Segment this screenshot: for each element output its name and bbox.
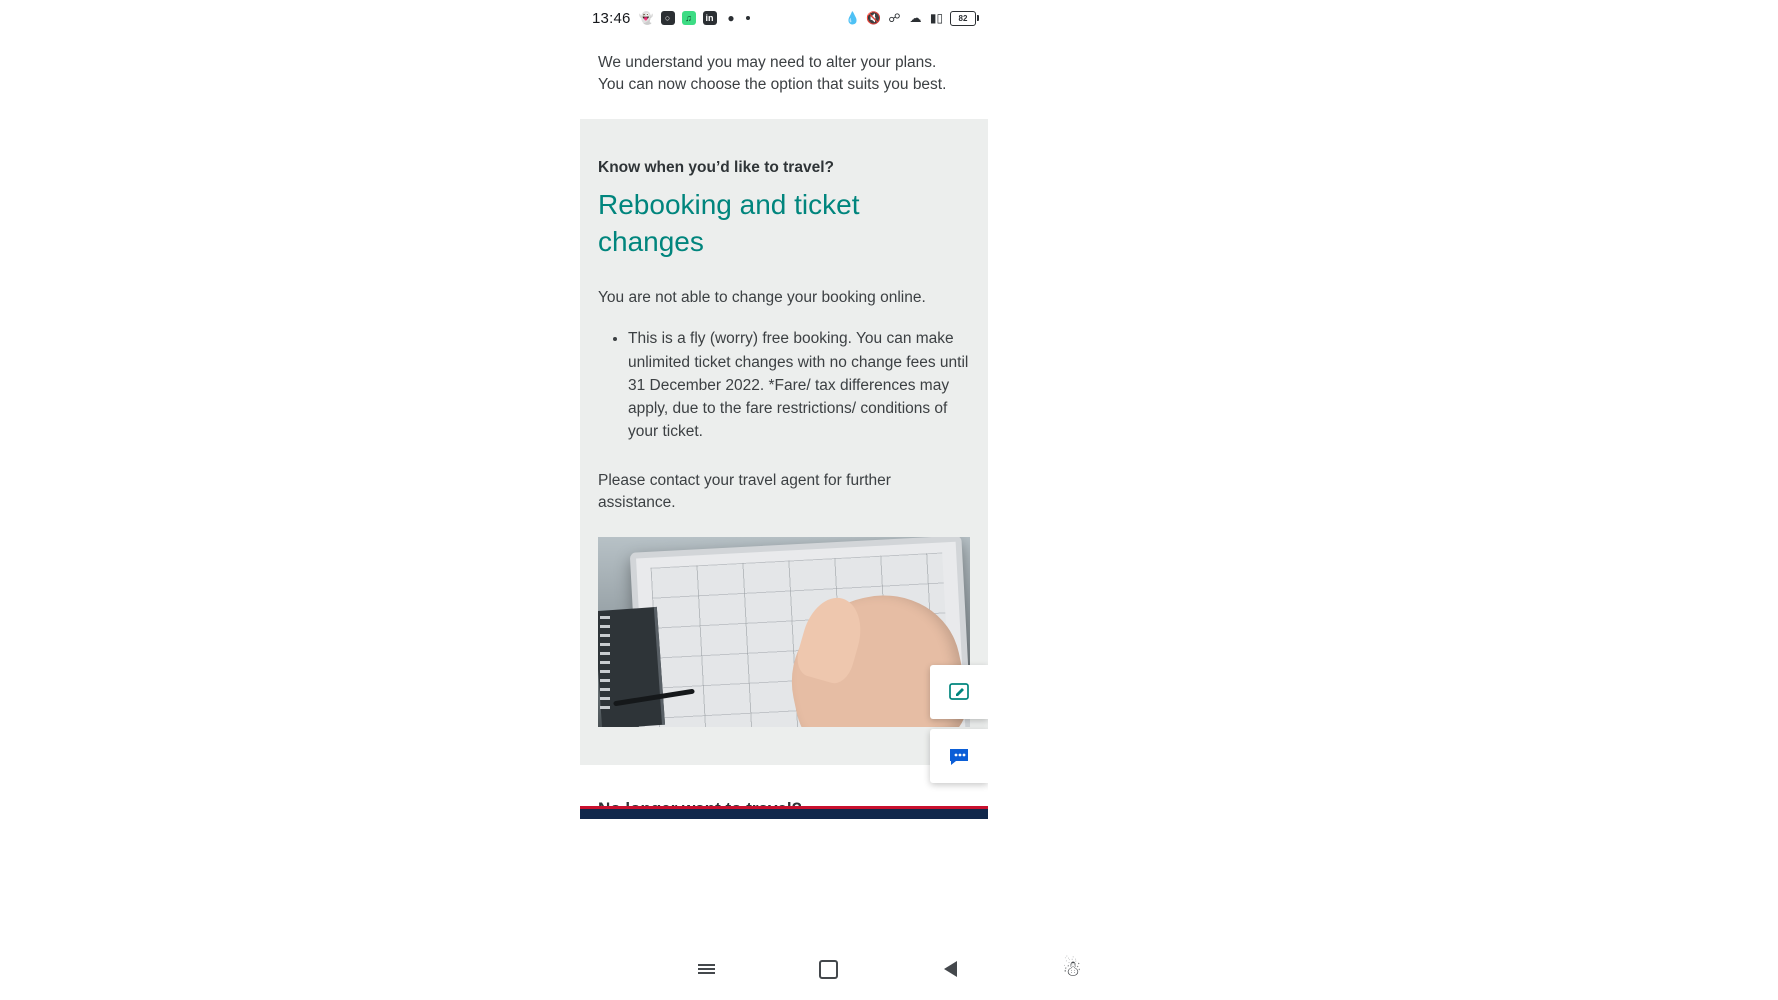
signal-icon: ▮▯: [929, 10, 944, 25]
card-eyebrow: Know when you’d like to travel?: [598, 158, 834, 176]
snapchat-icon: 👻: [638, 10, 654, 25]
nav-menu-button[interactable]: [688, 951, 724, 987]
intro-text: [580, 36, 988, 107]
floating-action-stack: [930, 665, 988, 793]
battery-indicator: 82: [950, 11, 976, 26]
facebook-icon: ●: [727, 10, 735, 25]
page-title: Rebooking and ticket changes: [598, 188, 860, 257]
status-system-icons: [845, 11, 976, 26]
chat-button[interactable]: [930, 729, 988, 783]
status-notification-icons: [639, 11, 845, 26]
bluetooth-icon: ☍: [888, 10, 901, 25]
card-bullet-list: [598, 327, 970, 443]
spotify-icon: ♫: [682, 11, 696, 25]
wifi-icon: ☁: [909, 10, 922, 25]
tablet-calendar-image: [598, 537, 970, 727]
card-lead-text: You are not able to change your booking online.: [598, 288, 926, 306]
intro-line-1: We understand you may need to alter your plans.: [598, 54, 937, 71]
page-bottom-bar: [580, 806, 988, 819]
pencil-form-icon: [947, 680, 971, 704]
accessibility-icon: ☃: [1062, 956, 1082, 981]
android-nav-bar: [0, 938, 1778, 1000]
feedback-form-button[interactable]: [930, 665, 988, 719]
phone-viewport: [580, 0, 988, 1000]
water-drop-icon: 💧: [845, 10, 860, 25]
triangle-back-icon: [944, 961, 957, 977]
more-dot-icon: [746, 16, 750, 20]
square-home-icon: [819, 960, 838, 979]
rebooking-card: [580, 119, 988, 765]
status-bar: [580, 0, 988, 36]
chat-bubble-icon: [947, 744, 971, 768]
nav-home-button[interactable]: [810, 951, 846, 987]
nav-accessibility-button[interactable]: [1054, 951, 1090, 987]
web-page-content: [580, 36, 988, 819]
linkedin-icon: in: [703, 11, 717, 25]
card-footer-text: Please contact your travel agent for further assistance.: [598, 471, 891, 512]
intro-line-2: You can now choose the option that suits you best.: [598, 76, 947, 94]
instagram-icon: ○: [661, 11, 675, 25]
hamburger-menu-icon: [698, 961, 715, 977]
list-item: • This is a fly (worry) free booking. You can make unlimited ticket changes with no change fees until 31 December 2022. *Fare/ tax differences may apply, due to the fare restrictions/ conditions of your ticket.: [628, 327, 970, 443]
silent-mode-icon: 🔇: [866, 10, 881, 25]
notebook-rings: [600, 616, 610, 715]
nav-back-button[interactable]: [932, 951, 968, 987]
status-clock: 13:46: [592, 9, 631, 27]
